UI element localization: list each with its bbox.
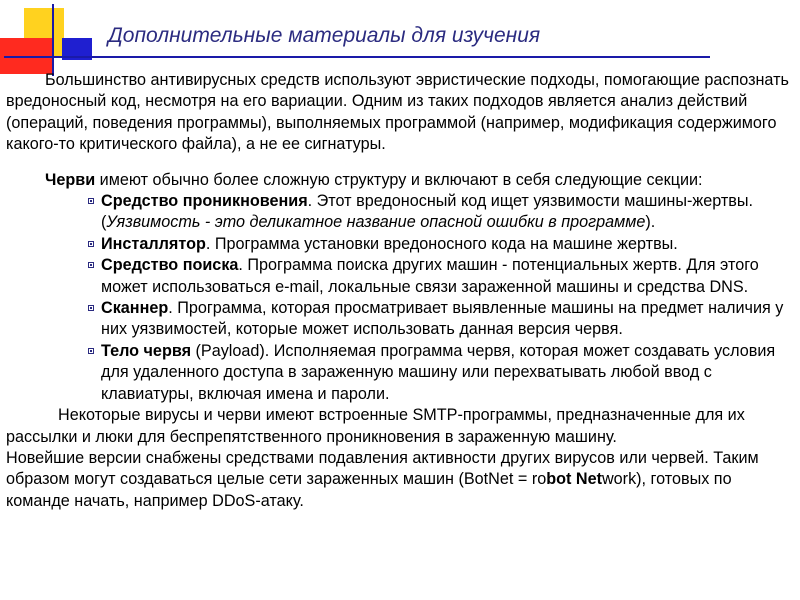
horizontal-rule: [4, 56, 710, 58]
list-item: [101, 234, 796, 255]
worms-term: Черви: [45, 170, 96, 189]
botnet-bold-bot: bot: [546, 470, 572, 489]
closing-paragraph-2: [6, 448, 796, 512]
section-text: . Этот вредоносный код ищет уязвимости машины-жертвы. (: [101, 192, 754, 232]
bullet-icon: [88, 305, 94, 311]
vertical-rule: [52, 4, 54, 76]
bullet-icon: [88, 241, 94, 247]
closing-paragraph-1: Некоторые вирусы и черви имеют встроенные SMTP-программы, предназначенные для их рассылки и люки для беспрепятственного проникновения в зараженную машину.: [6, 406, 745, 446]
list-item: [101, 255, 796, 298]
list-item: [101, 341, 796, 405]
section-term: Средство проникновения: [101, 192, 308, 211]
worm-sections-list: [6, 191, 796, 405]
worms-paragraph: [6, 170, 796, 191]
section-term: Средство поиска: [101, 256, 239, 275]
slide-body: [6, 70, 796, 512]
section-italic: Уязвимость - это деликатное название опасной ошибки в программе: [106, 213, 646, 232]
bullet-icon: [88, 262, 94, 268]
section-text: . Программа установки вредоносного кода на машине жертвы.: [205, 234, 678, 253]
botnet-bold-net: Net: [575, 470, 602, 489]
closing-text-pre: Новейшие версии снабжены средствами подавления активности других вирусов или червей. Таким образом могут создаваться целые сети зараженных машин (BotNet = ro: [6, 448, 759, 489]
closing-text-post: work), готовых по команде начать, например DDoS-атаку.: [6, 470, 732, 510]
slide-title: Дополнительные материалы для изучения: [108, 24, 541, 47]
section-text: . Программа, которая просматривает выявленные машины на предмет наличия у них уязвимостей, которые может использовать данная версия червя.: [101, 299, 784, 339]
intro-paragraph: Большинство антивирусных средств используют эвристические подходы, помогающие распознать вредоносный код, несмотря на его вариации. Одним из таких подходов является анализ действий (операций, поведения программы), выполняемых программой (например, модификация содержимого какого-то критического файла), а не ее сигнатуры.: [6, 71, 789, 154]
section-term: Тело червя: [101, 341, 192, 360]
section-text: (Payload). Исполняемая программа червя, которая может создавать условия для удаленного доступа в зараженную машину или перехватывать любой ввод с клавиатуры, включая имена и пароли.: [101, 341, 776, 403]
bullet-icon: [88, 348, 94, 354]
section-term: Инсталлятор: [101, 234, 206, 253]
bullet-icon: [88, 198, 94, 204]
section-text: . Программа поиска других машин - потенциальных жертв. Для этого может использоваться e-mail, локальные связи зараженной машины и средства DNS.: [101, 256, 759, 296]
list-item: [101, 298, 796, 341]
list-item: [101, 191, 796, 234]
section-term: Сканнер: [101, 299, 169, 318]
worms-text: имеют обычно более сложную структуру и включают в себя следующие секции:: [95, 170, 703, 189]
section-after: ).: [645, 213, 656, 232]
